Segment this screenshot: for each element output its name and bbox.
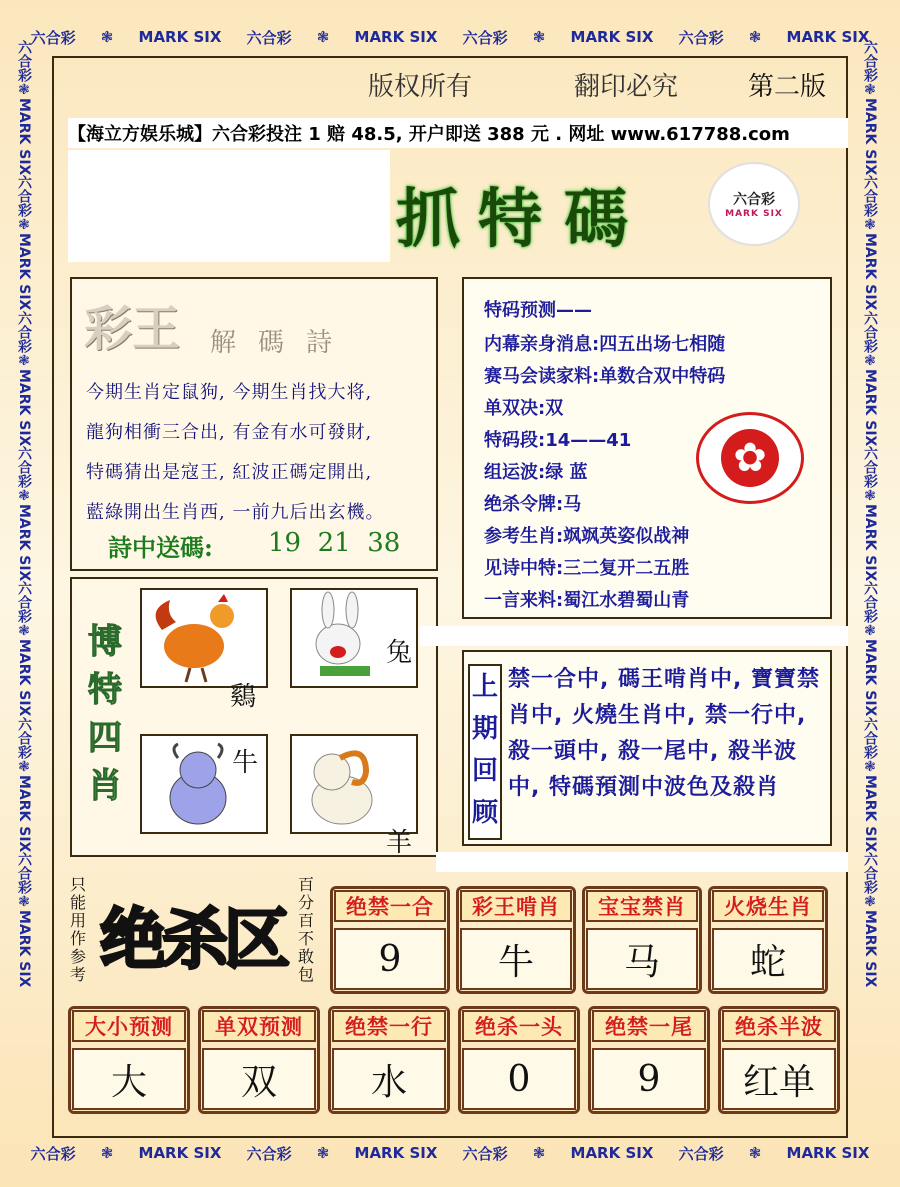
border-text: 六合彩 (862, 310, 878, 353)
border-text: MARK SIX (862, 368, 878, 447)
flower-icon: ❃ (748, 28, 762, 46)
kill-value: 牛 (460, 928, 572, 990)
flower-icon: ❃ (862, 894, 878, 911)
gift-numbers: 19 21 38 (268, 528, 401, 558)
border-text: 六合彩 (16, 852, 32, 895)
border-text: MARK SIX (570, 1144, 654, 1162)
title-char: 博 (88, 622, 122, 662)
kill-value: 9 (592, 1048, 706, 1110)
border-text: 六合彩 (862, 581, 878, 624)
flower-icon: ❃ (748, 1144, 762, 1162)
kill-label: 绝杀一头 (462, 1010, 576, 1042)
prediction-item (484, 586, 689, 612)
kill-value: 双 (202, 1048, 316, 1110)
prediction-value: 蜀江水碧蜀山青 (563, 590, 690, 611)
title-char: 抓 (396, 182, 460, 257)
prediction-item (484, 394, 563, 420)
border-text: 六合彩 (246, 28, 292, 47)
blank-overlay (436, 852, 848, 872)
prediction-item (484, 554, 689, 580)
flower-icon: ❃ (862, 758, 878, 775)
zodiac-name: 鷄 (230, 682, 257, 712)
border-text: MARK SIX (138, 1144, 222, 1162)
flower-icon: ❃ (16, 894, 32, 911)
border-text: MARK SIX (16, 774, 32, 853)
title-char: 特 (88, 670, 122, 710)
zodiac-name: 兔 (386, 638, 413, 668)
prediction-key: 见诗中特: (484, 558, 564, 579)
ad-banner[interactable]: 【海立方娱乐城】六合彩投注 1 赔 48.5, 开户即送 388 元 . 网址 www.617788.com (68, 118, 848, 148)
flower-icon: ❃ (862, 488, 878, 505)
kill-label: 绝杀半波 (722, 1010, 836, 1042)
poem-line: 龍狗相衝三合出, 有金有水可發財, (86, 422, 373, 443)
zodiac-name: 羊 (386, 828, 413, 858)
kill-left-note: 只能用作参考 (70, 875, 87, 984)
flower-icon: ❃ (100, 28, 114, 46)
prediction-value: 马 (563, 494, 582, 515)
border-text: 六合彩 (862, 716, 878, 759)
prediction-value: 双 (545, 398, 564, 419)
prediction-item (484, 330, 725, 356)
zodiac-name: 牛 (232, 748, 259, 778)
border-text: MARK SIX (570, 28, 654, 46)
prediction-item (484, 362, 725, 388)
border-text: 六合彩 (16, 581, 32, 624)
border-text: MARK SIX (862, 639, 878, 717)
prediction-heading: 特码预测—— (484, 300, 592, 321)
kill-value: 9 (334, 928, 446, 990)
edition-label: 第二版 (748, 72, 827, 102)
flower-icon: ❃ (862, 217, 878, 234)
flower-icon: ❃ (16, 217, 32, 234)
title-char: 肖 (88, 766, 122, 806)
border-text: 六合彩 (862, 852, 878, 895)
border-text: 六合彩 (862, 175, 878, 218)
flower-icon: ❃ (862, 352, 878, 369)
border-text: 六合彩 (862, 40, 878, 82)
prediction-item (484, 458, 587, 484)
logo-cn: 六合彩 (733, 192, 775, 208)
border-text: 六合彩 (862, 446, 878, 489)
prediction-value: 14——41 (545, 430, 632, 451)
border-text: MARK SIX (786, 1144, 870, 1162)
blank-overlay (68, 150, 390, 262)
border-text: MARK SIX (16, 233, 32, 311)
border-text: 六合彩 (30, 1144, 76, 1163)
bottom-border-strip (18, 1140, 882, 1166)
border-text: MARK SIX (862, 774, 878, 853)
border-text: 六合彩 (16, 175, 32, 218)
hk-emblem (696, 412, 804, 504)
kill-label: 彩王啃肖 (460, 890, 572, 922)
border-text: MARK SIX (16, 368, 32, 447)
zodiac-goat-card (290, 734, 418, 834)
four-zodiac-title (88, 618, 128, 810)
logo-en: MARK SIX (725, 209, 783, 219)
border-text: MARK SIX (16, 910, 32, 988)
no-reprint-text: 翻印必究 (574, 72, 679, 102)
flower-icon: ❃ (532, 1144, 546, 1162)
border-text: MARK SIX (16, 98, 32, 176)
kill-label: 绝禁一合 (334, 890, 446, 922)
title-char: 碼 (564, 182, 628, 257)
border-text: 六合彩 (462, 28, 508, 47)
prediction-value: 单数合双中特码 (599, 366, 726, 387)
border-text: 六合彩 (678, 28, 724, 47)
prediction-key: 赛马会读家料: (484, 366, 600, 387)
border-text: MARK SIX (354, 1144, 438, 1162)
flower-icon: ❃ (316, 1144, 330, 1162)
prediction-key: 绝杀令牌: (484, 494, 564, 515)
blank-overlay (420, 626, 848, 646)
poem-line: 特碼猜出是寇王, 紅波正碼定開出, (86, 462, 373, 483)
kill-value: 0 (462, 1048, 576, 1110)
border-text: 六合彩 (30, 28, 76, 47)
border-text: MARK SIX (16, 639, 32, 717)
border-text: 六合彩 (16, 40, 32, 82)
kill-label: 火烧生肖 (712, 890, 824, 922)
kill-right-note: 百分百不敢包 (298, 875, 315, 984)
kill-label: 宝宝禁肖 (586, 890, 698, 922)
border-text: MARK SIX (138, 28, 222, 46)
zodiac-rooster-card (140, 588, 268, 688)
flower-icon: ❃ (16, 758, 32, 775)
kill-value: 红单 (722, 1048, 836, 1110)
border-text: MARK SIX (862, 910, 878, 988)
border-text: MARK SIX (862, 504, 878, 582)
kill-label: 单双预测 (202, 1010, 316, 1042)
flower-icon: ❃ (16, 352, 32, 369)
prediction-key: 特码段: (484, 430, 546, 451)
review-text: 禁一合中, 碼王啃肖中, 寶寶禁肖中, 火燒生肖中, 禁一行中, 殺一頭中, 殺一尾中, 殺半波中, 特碼預測中波色及殺肖 (508, 667, 821, 800)
mark-six-logo (708, 162, 800, 246)
title-char: 四 (88, 718, 122, 758)
prediction-key: 内幕亲身消息: (484, 334, 600, 355)
border-text: MARK SIX (862, 98, 878, 176)
kill-label: 绝禁一尾 (592, 1010, 706, 1042)
prediction-value: 飒飒英姿似战神 (563, 526, 690, 547)
prediction-value: 三二复开二五胜 (563, 558, 690, 579)
flower-icon: ❃ (16, 623, 32, 640)
border-text: MARK SIX (862, 233, 878, 311)
border-text: 六合彩 (16, 446, 32, 489)
poem-title-big: 彩王 (84, 301, 181, 357)
title-char: 顾 (471, 798, 498, 828)
prediction-item (484, 490, 581, 516)
border-text: 六合彩 (16, 310, 32, 353)
goat-icon (292, 736, 416, 832)
border-text: MARK SIX (354, 28, 438, 46)
flower-icon: ❃ (16, 82, 32, 98)
border-text: MARK SIX (786, 28, 870, 46)
border-text: 六合彩 (678, 1144, 724, 1163)
kill-value: 水 (332, 1048, 446, 1110)
poem-line: 藍綠開出生肖西, 一前九后出玄機。 (86, 502, 385, 523)
poem-line: 今期生肖定鼠狗, 今期生肖找大将, (86, 382, 373, 403)
kill-zone-title: 绝杀区 (100, 901, 286, 978)
poem-title-small: 解碼詩 (210, 328, 355, 358)
prediction-item (484, 426, 631, 452)
prediction-value: 绿 蓝 (545, 462, 588, 483)
flower-icon: ❃ (862, 623, 878, 640)
prediction-value: 四五出场七相随 (599, 334, 726, 355)
border-text: MARK SIX (16, 504, 32, 582)
kill-value: 大 (72, 1048, 186, 1110)
kill-value: 蛇 (712, 928, 824, 990)
right-border-strip (860, 40, 886, 1147)
flower-icon: ❃ (862, 82, 878, 98)
title-char: 特 (478, 182, 542, 257)
left-border-strip (14, 40, 40, 1147)
gift-label: 詩中送碼: (108, 533, 213, 562)
border-text: 六合彩 (246, 1144, 292, 1163)
border-text: 六合彩 (16, 716, 32, 759)
rooster-icon (142, 590, 266, 686)
border-text: 六合彩 (462, 1144, 508, 1163)
title-char: 期 (471, 714, 498, 744)
title-char: 回 (471, 756, 498, 786)
flower-icon: ❃ (316, 28, 330, 46)
prediction-key: 参考生肖: (484, 526, 564, 547)
bauhinia-icon: ✿ (721, 429, 779, 487)
flower-icon: ❃ (532, 28, 546, 46)
flower-icon: ❃ (100, 1144, 114, 1162)
prediction-item (484, 522, 689, 548)
kill-value: 马 (586, 928, 698, 990)
copyright-text: 版权所有 (368, 72, 473, 102)
flower-icon: ❃ (16, 488, 32, 505)
review-title (468, 664, 502, 840)
prediction-key: 组运波: (484, 462, 546, 483)
title-char: 上 (471, 672, 498, 702)
kill-label: 大小预测 (72, 1010, 186, 1042)
kill-label: 绝禁一行 (332, 1010, 446, 1042)
prediction-key: 单双决: (484, 398, 546, 419)
top-border-strip (18, 24, 882, 50)
prediction-key: 一言来料: (484, 590, 564, 611)
